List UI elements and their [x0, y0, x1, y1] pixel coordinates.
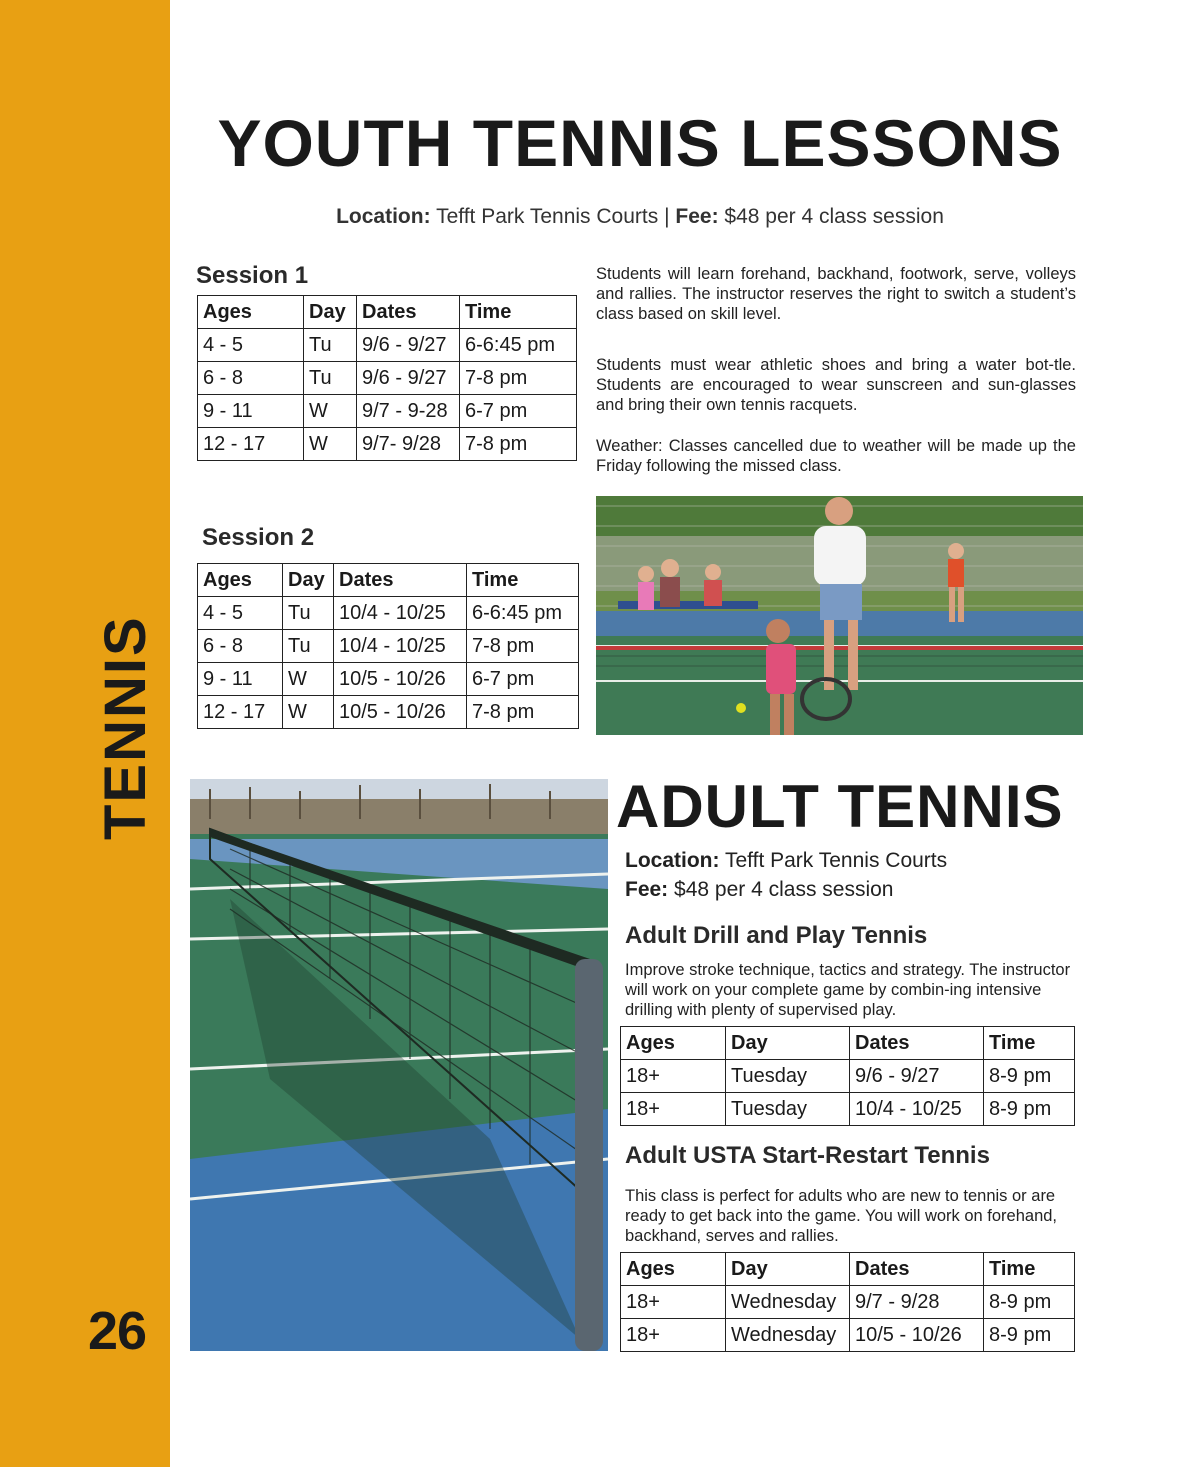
- page-number: 26: [88, 1301, 147, 1361]
- cell-dates: 10/5 - 10/26: [850, 1319, 984, 1352]
- cell-time: 6-6:45 pm: [467, 597, 579, 630]
- youth-requirements: Students must wear athletic shoes and bring a water bot-tle. Students are encouraged to wear sunscreen and sun-glasses and bring their own tennis racquets.: [596, 356, 1076, 414]
- table-row: [621, 1093, 1075, 1126]
- cell-time: 7-8 pm: [460, 428, 577, 461]
- cell-ages: 12 - 17: [198, 428, 304, 461]
- header-ages: Ages: [621, 1253, 726, 1286]
- cell-day: W: [283, 696, 334, 729]
- youth-title: YOUTH TENNIS LESSONS: [217, 106, 1063, 180]
- cell-dates: 10/4 - 10/25: [334, 597, 467, 630]
- cell-dates: 9/6 - 9/27: [357, 329, 460, 362]
- cell-dates: 10/4 - 10/25: [850, 1093, 984, 1126]
- location-label: Location:: [336, 205, 431, 228]
- cell-ages: 18+: [621, 1093, 726, 1126]
- table-row: [198, 395, 577, 428]
- header-dates: Dates: [334, 564, 467, 597]
- table-header-row: [621, 1027, 1075, 1060]
- section-tab-title: [96, 740, 156, 840]
- cell-day: Tu: [283, 630, 334, 663]
- table-row: [198, 663, 579, 696]
- drill-class-table: [620, 1026, 1075, 1126]
- info-separator: |: [664, 205, 670, 228]
- cell-ages: 18+: [621, 1060, 726, 1093]
- table-row: [198, 597, 579, 630]
- youth-lesson-photo: [596, 496, 1083, 735]
- cell-day: Wednesday: [726, 1319, 850, 1352]
- table-row: [198, 428, 577, 461]
- location-label: Location:: [625, 849, 720, 872]
- table-header-row: [198, 564, 579, 597]
- session-1-label: Session 1: [196, 262, 309, 289]
- cell-day: W: [304, 395, 357, 428]
- header-time: Time: [460, 296, 577, 329]
- drill-class-description: Improve stroke technique, tactics and strategy. The instructor will work on your complete game by combin-ing intensive drilling with plenty of supervised play.: [625, 961, 1071, 1019]
- table-row: [621, 1319, 1075, 1352]
- cell-dates: 9/6 - 9/27: [357, 362, 460, 395]
- adult-fee-line: [625, 878, 894, 902]
- header-time: Time: [984, 1027, 1075, 1060]
- header-dates: Dates: [357, 296, 460, 329]
- table-row: [621, 1060, 1075, 1093]
- youth-description: Students will learn forehand, backhand, footwork, serve, volleys and rallies. The instructor reserves the right to switch a student’s class based on skill level.: [596, 265, 1076, 323]
- session-2-table: [197, 563, 579, 729]
- usta-class-table: [620, 1252, 1075, 1352]
- cell-ages: 6 - 8: [198, 630, 283, 663]
- cell-ages: 18+: [621, 1286, 726, 1319]
- header-day: Day: [304, 296, 357, 329]
- cell-day: Tu: [304, 329, 357, 362]
- usta-class-description: This class is perfect for adults who are new to tennis or are ready to get back into the game. You will work on forehand, backhand, serves and rallies.: [625, 1187, 1058, 1245]
- cell-time: 8-9 pm: [984, 1093, 1075, 1126]
- fee-label: Fee:: [625, 878, 669, 901]
- cell-ages: 6 - 8: [198, 362, 304, 395]
- cell-dates: 10/5 - 10/26: [334, 696, 467, 729]
- cell-day: Tuesday: [726, 1060, 850, 1093]
- header-day: Day: [726, 1253, 850, 1286]
- table-row: [198, 630, 579, 663]
- cell-dates: 10/5 - 10/26: [334, 663, 467, 696]
- cell-time: 8-9 pm: [984, 1319, 1075, 1352]
- cell-ages: 9 - 11: [198, 663, 283, 696]
- cell-ages: 4 - 5: [198, 329, 304, 362]
- cell-time: 7-8 pm: [467, 696, 579, 729]
- table-header-row: [621, 1253, 1075, 1286]
- header-day: Day: [726, 1027, 850, 1060]
- session-2-label: Session 2: [202, 524, 315, 551]
- header-dates: Dates: [850, 1027, 984, 1060]
- cell-day: Tu: [304, 362, 357, 395]
- header-ages: Ages: [621, 1027, 726, 1060]
- adult-title: ADULT TENNIS: [616, 773, 1064, 840]
- table-header-row: [198, 296, 577, 329]
- cell-day: Tu: [283, 597, 334, 630]
- tennis-net-photo: [190, 779, 608, 1351]
- fee-value: $48 per 4 class session: [724, 205, 944, 228]
- usta-class-title: Adult USTA Start-Restart Tennis: [625, 1142, 990, 1169]
- cell-day: W: [283, 663, 334, 696]
- drill-class-title: Adult Drill and Play Tennis: [625, 922, 928, 949]
- youth-weather-note: Weather: Classes cancelled due to weather will be made up the Friday following the missed class.: [596, 437, 1076, 475]
- cell-ages: 18+: [621, 1319, 726, 1352]
- table-row: [198, 362, 577, 395]
- location-value: Tefft Park Tennis Courts: [724, 849, 948, 872]
- header-time: Time: [467, 564, 579, 597]
- cell-time: 6-7 pm: [460, 395, 577, 428]
- cell-dates: 9/7 - 9/28: [850, 1286, 984, 1319]
- cell-dates: 9/6 - 9/27: [850, 1060, 984, 1093]
- table-row: [621, 1286, 1075, 1319]
- header-dates: Dates: [850, 1253, 984, 1286]
- cell-time: 6-6:45 pm: [460, 329, 577, 362]
- cell-time: 8-9 pm: [984, 1286, 1075, 1319]
- youth-info-line: [190, 205, 1090, 229]
- cell-dates: 9/7 - 9-28: [357, 395, 460, 428]
- session-1-table: [197, 295, 577, 461]
- cell-time: 8-9 pm: [984, 1060, 1075, 1093]
- fee-label: Fee:: [675, 205, 719, 228]
- cell-day: W: [304, 428, 357, 461]
- header-ages: Ages: [198, 564, 283, 597]
- cell-ages: 4 - 5: [198, 597, 283, 630]
- table-row: [198, 696, 579, 729]
- cell-dates: 10/4 - 10/25: [334, 630, 467, 663]
- cell-ages: 12 - 17: [198, 696, 283, 729]
- cell-time: 7-8 pm: [460, 362, 577, 395]
- cell-ages: 9 - 11: [198, 395, 304, 428]
- header-day: Day: [283, 564, 334, 597]
- cell-day: Wednesday: [726, 1286, 850, 1319]
- side-band-notch: [0, 0, 84, 4]
- cell-time: 6-7 pm: [467, 663, 579, 696]
- header-ages: Ages: [198, 296, 304, 329]
- cell-day: Tuesday: [726, 1093, 850, 1126]
- location-value: Tefft Park Tennis Courts: [436, 205, 659, 228]
- cell-dates: 9/7- 9/28: [357, 428, 460, 461]
- adult-location-line: [625, 849, 947, 873]
- table-row: [198, 329, 577, 362]
- fee-value: $48 per 4 class session: [674, 878, 894, 901]
- header-time: Time: [984, 1253, 1075, 1286]
- cell-time: 7-8 pm: [467, 630, 579, 663]
